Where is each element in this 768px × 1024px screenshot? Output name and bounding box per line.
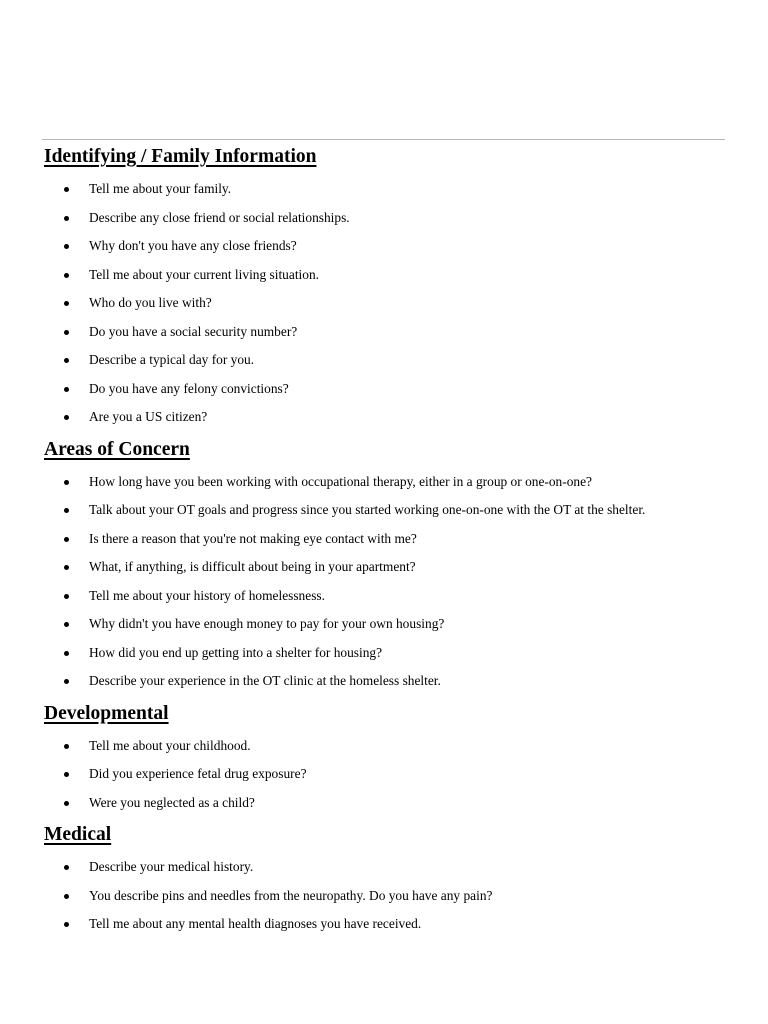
bullet-icon bbox=[64, 594, 69, 599]
bullet-icon bbox=[64, 679, 69, 684]
bullet-icon bbox=[64, 216, 69, 221]
list-item bbox=[44, 586, 734, 615]
question-text: Tell me about any mental health diagnoses you have received. bbox=[89, 916, 422, 931]
question-list bbox=[44, 736, 734, 822]
question-text: Is there a reason that you're not making eye contact with me? bbox=[89, 530, 417, 546]
question-list bbox=[44, 179, 734, 436]
bullet-icon bbox=[64, 187, 69, 192]
bullet-icon bbox=[64, 801, 69, 806]
list-item bbox=[44, 472, 734, 501]
question-text: Did you experience fetal drug exposure? bbox=[89, 766, 307, 781]
question-text: How did you end up getting into a shelter for housing? bbox=[89, 644, 383, 660]
question-text: You describe pins and needles from the neuropathy. Do you have any pain? bbox=[89, 887, 493, 903]
bullet-icon bbox=[64, 537, 69, 542]
list-item bbox=[44, 236, 734, 265]
list-item bbox=[44, 614, 734, 643]
list-item bbox=[44, 671, 734, 700]
question-text: Describe your medical history. bbox=[89, 859, 254, 874]
section-heading: Medical bbox=[44, 824, 112, 845]
bullet-icon bbox=[64, 565, 69, 570]
question-text: Tell me about your family. bbox=[89, 181, 232, 196]
question-text: Were you neglected as a child? bbox=[89, 794, 255, 810]
question-text: Do you have any felony convictions? bbox=[89, 380, 289, 396]
question-text: What, if anything, is difficult about being in your apartment? bbox=[89, 559, 416, 574]
section-identifying-family-information bbox=[44, 143, 734, 436]
section-areas-of-concern bbox=[44, 436, 734, 700]
list-item bbox=[44, 350, 734, 379]
question-text: Are you a US citizen? bbox=[89, 409, 208, 424]
bullet-icon bbox=[64, 387, 69, 392]
question-text: How long have you been working with occupational therapy, either in a group or one-on-one? bbox=[89, 473, 592, 489]
bullet-icon bbox=[64, 244, 69, 249]
list-item bbox=[44, 793, 734, 822]
bullet-icon bbox=[64, 622, 69, 627]
bullet-icon bbox=[64, 865, 69, 870]
question-text: Describe any close friend or social relationships. bbox=[89, 209, 350, 225]
section-heading: Identifying / Family Information bbox=[44, 146, 317, 167]
list-item bbox=[44, 643, 734, 672]
section-medical bbox=[44, 821, 734, 943]
question-text: Tell me about your current living situation. bbox=[89, 266, 320, 282]
list-item bbox=[44, 529, 734, 558]
list-item bbox=[44, 179, 734, 208]
list-item bbox=[44, 407, 734, 436]
question-text: Describe your experience in the OT clinic at the homeless shelter. bbox=[89, 673, 441, 688]
question-text: Why didn't you have enough money to pay for your own housing? bbox=[89, 616, 445, 631]
question-text: Tell me about your history of homelessness. bbox=[89, 587, 325, 603]
question-text: Talk about your OT goals and progress since you started working one-on-one with the OT at the shelter. bbox=[89, 502, 646, 517]
bullet-icon bbox=[64, 651, 69, 656]
bullet-icon bbox=[64, 330, 69, 335]
question-list bbox=[44, 472, 734, 700]
list-item bbox=[44, 322, 734, 351]
bullet-icon bbox=[64, 894, 69, 899]
list-item bbox=[44, 857, 734, 886]
horizontal-divider bbox=[42, 139, 725, 140]
bullet-icon bbox=[64, 273, 69, 278]
section-heading: Developmental bbox=[44, 702, 169, 724]
list-item bbox=[44, 557, 734, 586]
question-text: Tell me about your childhood. bbox=[89, 737, 251, 753]
list-item bbox=[44, 379, 734, 408]
list-item bbox=[44, 265, 734, 294]
question-text: Do you have a social security number? bbox=[89, 323, 298, 339]
list-item bbox=[44, 764, 734, 793]
question-list bbox=[44, 857, 734, 943]
document-content bbox=[44, 143, 734, 943]
section-developmental bbox=[44, 700, 734, 822]
section-heading: Areas of Concern bbox=[44, 438, 190, 460]
question-text: Why don't you have any close friends? bbox=[89, 238, 297, 253]
bullet-icon bbox=[64, 415, 69, 420]
bullet-icon bbox=[64, 301, 69, 306]
list-item bbox=[44, 500, 734, 529]
list-item bbox=[44, 293, 734, 322]
bullet-icon bbox=[64, 358, 69, 363]
bullet-icon bbox=[64, 744, 69, 749]
list-item bbox=[44, 208, 734, 237]
list-item bbox=[44, 886, 734, 915]
bullet-icon bbox=[64, 922, 69, 927]
bullet-icon bbox=[64, 508, 69, 513]
question-text: Describe a typical day for you. bbox=[89, 352, 255, 367]
list-item bbox=[44, 914, 734, 943]
list-item bbox=[44, 736, 734, 765]
bullet-icon bbox=[64, 772, 69, 777]
bullet-icon bbox=[64, 480, 69, 485]
question-text: Who do you live with? bbox=[89, 295, 212, 310]
